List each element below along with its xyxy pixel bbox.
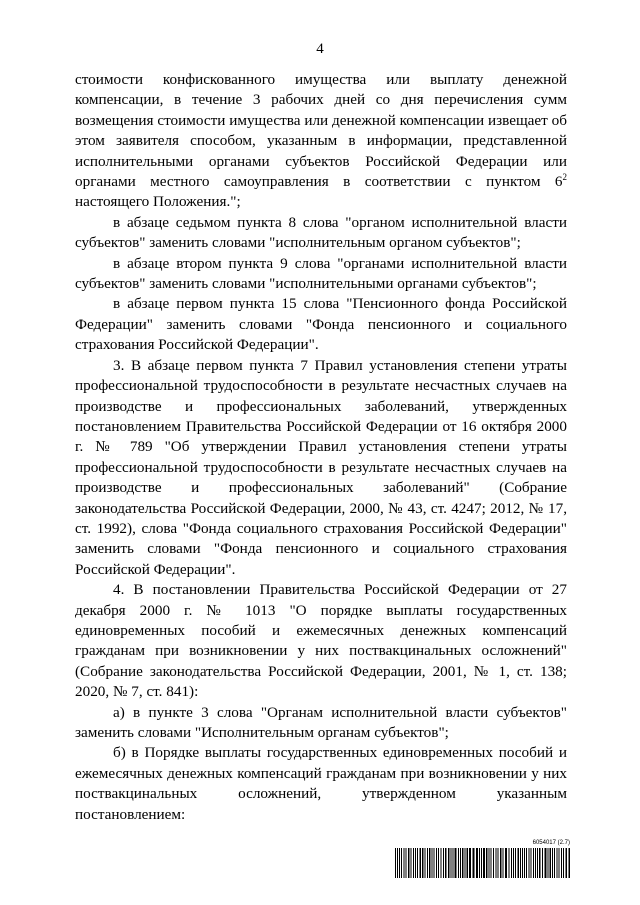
barcode-bar (448, 848, 450, 878)
paragraph-1 (75, 70, 567, 213)
paragraph-6: 4. В постановлении Правительства Российской Федерации от 27 декабря 2000 г. № 1013 "О порядке выплаты государственных единовременных пособий и ежемесячных денежных компенсаций гражданам при возникновении у них поствакцинальных осложнений" (Собрание законодательства Российской Федерации, 2001, № 1, ст. 138; 2020, № 7, ст. 841): (75, 581, 567, 701)
barcode-bar (469, 848, 471, 878)
barcode-bar (455, 848, 457, 878)
paragraph-5: 3. В абзаце первом пункта 7 Правил установления степени утраты профессиональной трудоспособности в результате несчастных случаев на производстве и профессиональных заболеваний, утвержденных постановлением Правительства Российской Федерации от 16 октября 2000 г. № 789 "Об утверждении Правил установления степени утраты профессиональной трудоспособности в результате несчастных случаев на производстве и профессиональных заболеваний" (Собрание законодательства Российской Федерации, 2000, № 43, ст. 4247; 2012, № 17, ст. 1992), слова "Фонда социального страхования Российской Федерации" заменить словами "Фонда пенсионного и социального страхования Российской Федерации". (75, 356, 567, 578)
barcode-bar (535, 848, 536, 878)
barcode-bar (401, 848, 402, 878)
barcode-bar (515, 848, 516, 878)
barcode-bar (559, 848, 560, 878)
barcode-bar (520, 848, 521, 878)
barcode (395, 848, 570, 878)
barcode-bar (451, 848, 452, 878)
barcode-bar (462, 848, 464, 878)
barcode-bar (434, 848, 435, 878)
barcode-bar (552, 848, 553, 878)
barcode-bar (432, 848, 433, 878)
barcode-bar (453, 848, 454, 878)
barcode-bar (529, 848, 530, 878)
barcode-bar (498, 848, 499, 878)
barcode-bar (511, 848, 512, 878)
barcode-bar (533, 848, 534, 878)
barcode-bar (465, 848, 466, 878)
barcode-bar (399, 848, 400, 878)
barcode-bar (496, 848, 497, 878)
barcode-bar (441, 848, 442, 878)
barcode-bar (397, 848, 398, 878)
barcode-bar (561, 848, 562, 878)
paragraph-1-tail: настоящего Положения."; (75, 193, 241, 211)
barcode-bar (505, 848, 507, 878)
barcode-bar (425, 848, 426, 878)
barcode-bar (406, 848, 407, 878)
barcode-bar (522, 848, 523, 878)
superscript: 2 (562, 172, 567, 183)
barcode-bar (395, 848, 396, 878)
barcode-bar (537, 848, 538, 878)
paragraph-3: в абзаце втором пункта 9 слова "органами исполнительной власти субъектов" заменить словами "исполнительными органами субъектов"; (75, 254, 567, 293)
barcode-bar (531, 848, 532, 878)
barcode-bar (554, 848, 555, 878)
barcode-bar (415, 848, 416, 878)
barcode-bar (569, 848, 571, 878)
barcode-bar (427, 848, 428, 878)
barcode-bar (408, 848, 410, 878)
barcode-bar (563, 848, 564, 878)
barcode-bar (422, 848, 424, 878)
barcode-bar (524, 848, 525, 878)
barcode-bar (548, 848, 549, 878)
barcode-bar (411, 848, 412, 878)
barcode-bar (476, 848, 478, 878)
barcode-bar (491, 848, 492, 878)
barcode-bar (509, 848, 510, 878)
barcode-bar (542, 848, 543, 878)
paragraph-8: б) в Порядке выплаты государственных единовременных пособий и ежемесячных денежных компенсаций гражданам при возникновении у них поствакцинальных осложнений, утвержденном указанным постановлением: (75, 744, 567, 823)
barcode-bar (467, 848, 469, 878)
page-number: 4 (316, 41, 324, 57)
barcode-bar (479, 848, 480, 878)
paragraph-4: в абзаце первом пункта 15 слова "Пенсионного фонда Российской Федерации" заменить словами "Фонда пенсионного и социального страхования Российской Федерации". (75, 295, 567, 354)
barcode-bar (443, 848, 444, 878)
barcode-bar (518, 848, 520, 878)
barcode-bar (557, 848, 558, 878)
paragraph-2: в абзаце седьмом пункта 8 слова "органом исполнительной власти субъектов" заменить словами "исполнительным органом субъектов"; (75, 213, 567, 252)
barcode-bar (545, 848, 547, 878)
document-footer (395, 840, 570, 880)
barcode-bar (489, 848, 490, 878)
barcode-bar (539, 848, 541, 878)
barcode-bar (420, 848, 422, 878)
barcode-bar (500, 848, 502, 878)
barcode-bar (486, 848, 488, 878)
document-code: 6054017 (2.7) (532, 840, 570, 846)
paragraph-7: а) в пункте 3 слова "Органам исполнительной власти субъектов" заменить словами "Исполнительным органам субъектов"; (75, 703, 567, 741)
barcode-bar (550, 848, 552, 878)
paragraph-1-text: стоимости конфискованного имущества или выплату денежной компенсации, в течение 3 рабочих дней со дня перечисления сумм возмещения стоимости имущества или денежной компенсации извещает об этом заявителя способом, указанным в информации, представленной исполнительными органами субъектов Российской Федерации или органами местного самоуправления в соответствии с пунктом 6 (75, 71, 567, 191)
barcode-bar (438, 848, 439, 878)
barcode-bar (513, 848, 514, 878)
document-body (75, 70, 567, 825)
barcode-bar (404, 848, 405, 878)
barcode-bar (460, 848, 461, 878)
barcode-bar (483, 848, 485, 878)
barcode-bar (503, 848, 504, 878)
barcode-bar (566, 848, 568, 878)
barcode-bar (493, 848, 494, 878)
barcode-bar (458, 848, 459, 878)
barcode-bar (526, 848, 527, 878)
barcode-bar (445, 848, 447, 878)
barcode-bar (436, 848, 437, 878)
barcode-bar (473, 848, 475, 878)
barcode-bar (417, 848, 418, 878)
barcode-bar (429, 848, 431, 878)
barcode-bar (481, 848, 482, 878)
barcode-bar (413, 848, 414, 878)
